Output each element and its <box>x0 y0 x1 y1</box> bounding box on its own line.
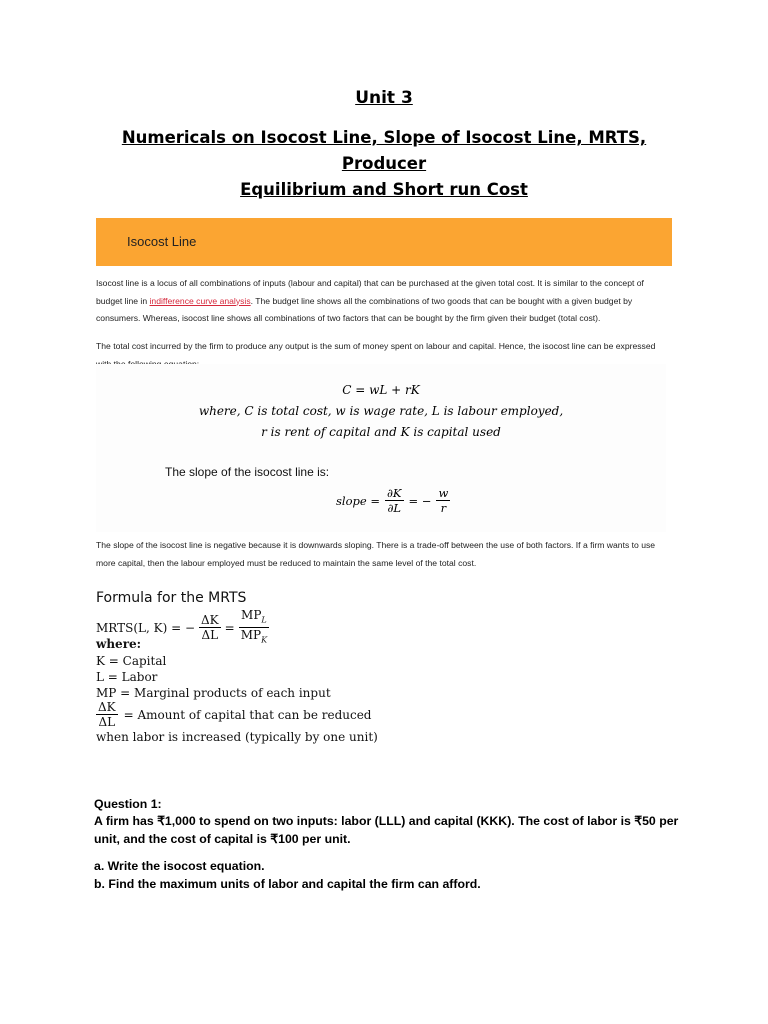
slope-lead-text: The slope of the isocost line is: <box>165 465 330 479</box>
equation-where-line: where, C is total cost, w is wage rate, L is labour employed, <box>198 404 564 418</box>
unit-heading: Unit 3 <box>355 88 413 108</box>
mrts-delta-l: ΔL <box>201 628 219 643</box>
slope-numerator: ∂K <box>386 486 402 500</box>
question-part-b: b. Find the maximum units of labor and capital the firm can afford. <box>94 877 481 891</box>
slope-formula <box>336 486 450 515</box>
rent-denominator: r <box>440 501 447 515</box>
mrts-lhs: MRTS(L, K) = − <box>96 620 195 635</box>
mrts-def-fraction <box>96 700 118 729</box>
mrts-def-capital: K = Capital <box>96 654 167 668</box>
question-part-a: a. Write the isocost equation. <box>94 859 265 873</box>
isocost-banner <box>96 218 672 266</box>
slope-equals: = − <box>408 493 432 508</box>
wage-numerator: w <box>438 486 449 500</box>
indifference-curve-link[interactable]: indifference curve analysis <box>149 295 251 306</box>
mrts-def-delta-l: ΔL <box>98 715 116 729</box>
intro-text-b: . The budget line shows all the combinations of two goods that can be bought with a given budget by consumers. Whereas, isocost line shows all combinations of two factors that can be bought by the firm given their budget (total cost). <box>96 295 633 323</box>
mrts-def-delta-k: ΔK <box>98 700 116 714</box>
intro-text-a: Isocost line is a locus of all combinations of inputs (labour and capital) that can be purchased at the given total cost. It is similar to the concept of budget line in <box>96 278 644 306</box>
mrts-def-labor: L = Labor <box>96 670 158 684</box>
mrts-delta-k: ΔK <box>201 613 219 628</box>
mrts-def-ratio <box>96 700 372 729</box>
banner-title: Isocost Line <box>127 234 197 249</box>
mrts-def-ratio-text: = Amount of capital that can be reduced <box>123 707 372 722</box>
mrts-mp-k: $MP_K$ <box>240 628 268 645</box>
page-title <box>80 125 688 203</box>
slope-fraction-w-r <box>436 486 450 515</box>
mrts-fraction-mp <box>239 608 269 648</box>
question-text: A firm has ₹1,000 to spend on two inputs: labor (LLL) and capital (KKK). The cost of labor is ₹50 per unit, and the cost of capital is ₹100 per unit. <box>94 814 679 846</box>
mrts-where: where: <box>96 637 142 651</box>
mrts-heading: Formula for the MRTS <box>96 590 247 606</box>
isocost-equation: C = wL + rK <box>342 383 420 397</box>
equation-definition-line: r is rent of capital and K is capital used <box>261 425 501 439</box>
slope-label: slope = <box>336 493 380 508</box>
slope-fraction-dk-dl <box>385 486 404 515</box>
equation-block <box>96 364 666 532</box>
mrts-mp-l: $MP_L$ <box>239 608 269 628</box>
mrts-equals: = <box>224 620 235 635</box>
intro-paragraph-1 <box>96 275 672 328</box>
page-title-line-2: Equilibrium and Short run Cost <box>240 180 528 199</box>
intro-paragraph-2: The total cost incurred by the firm to produce any output is the sum of money spent on labour and capital. Hence, the isocost line can be expressed <box>96 341 656 351</box>
mrts-def-continuation: when labor is increased (typically by one unit) <box>96 730 378 744</box>
slope-denominator: ∂L <box>387 501 402 515</box>
slope-note-paragraph: The slope of the isocost line is negative because it is downwards sloping. There is a trade-off between the use of both factors. If a firm wants to use more capital, then the labour employed must be reduced to maintain the same level of the total cost. <box>96 540 656 568</box>
mrts-fraction-dk-dl <box>199 613 221 642</box>
question-label: Question 1: <box>94 797 162 811</box>
page-title-line-1: Numericals on Isocost Line, Slope of Isocost Line, MRTS, Producer <box>121 128 647 173</box>
mrts-def-mp: MP = Marginal products of each input <box>96 686 331 700</box>
